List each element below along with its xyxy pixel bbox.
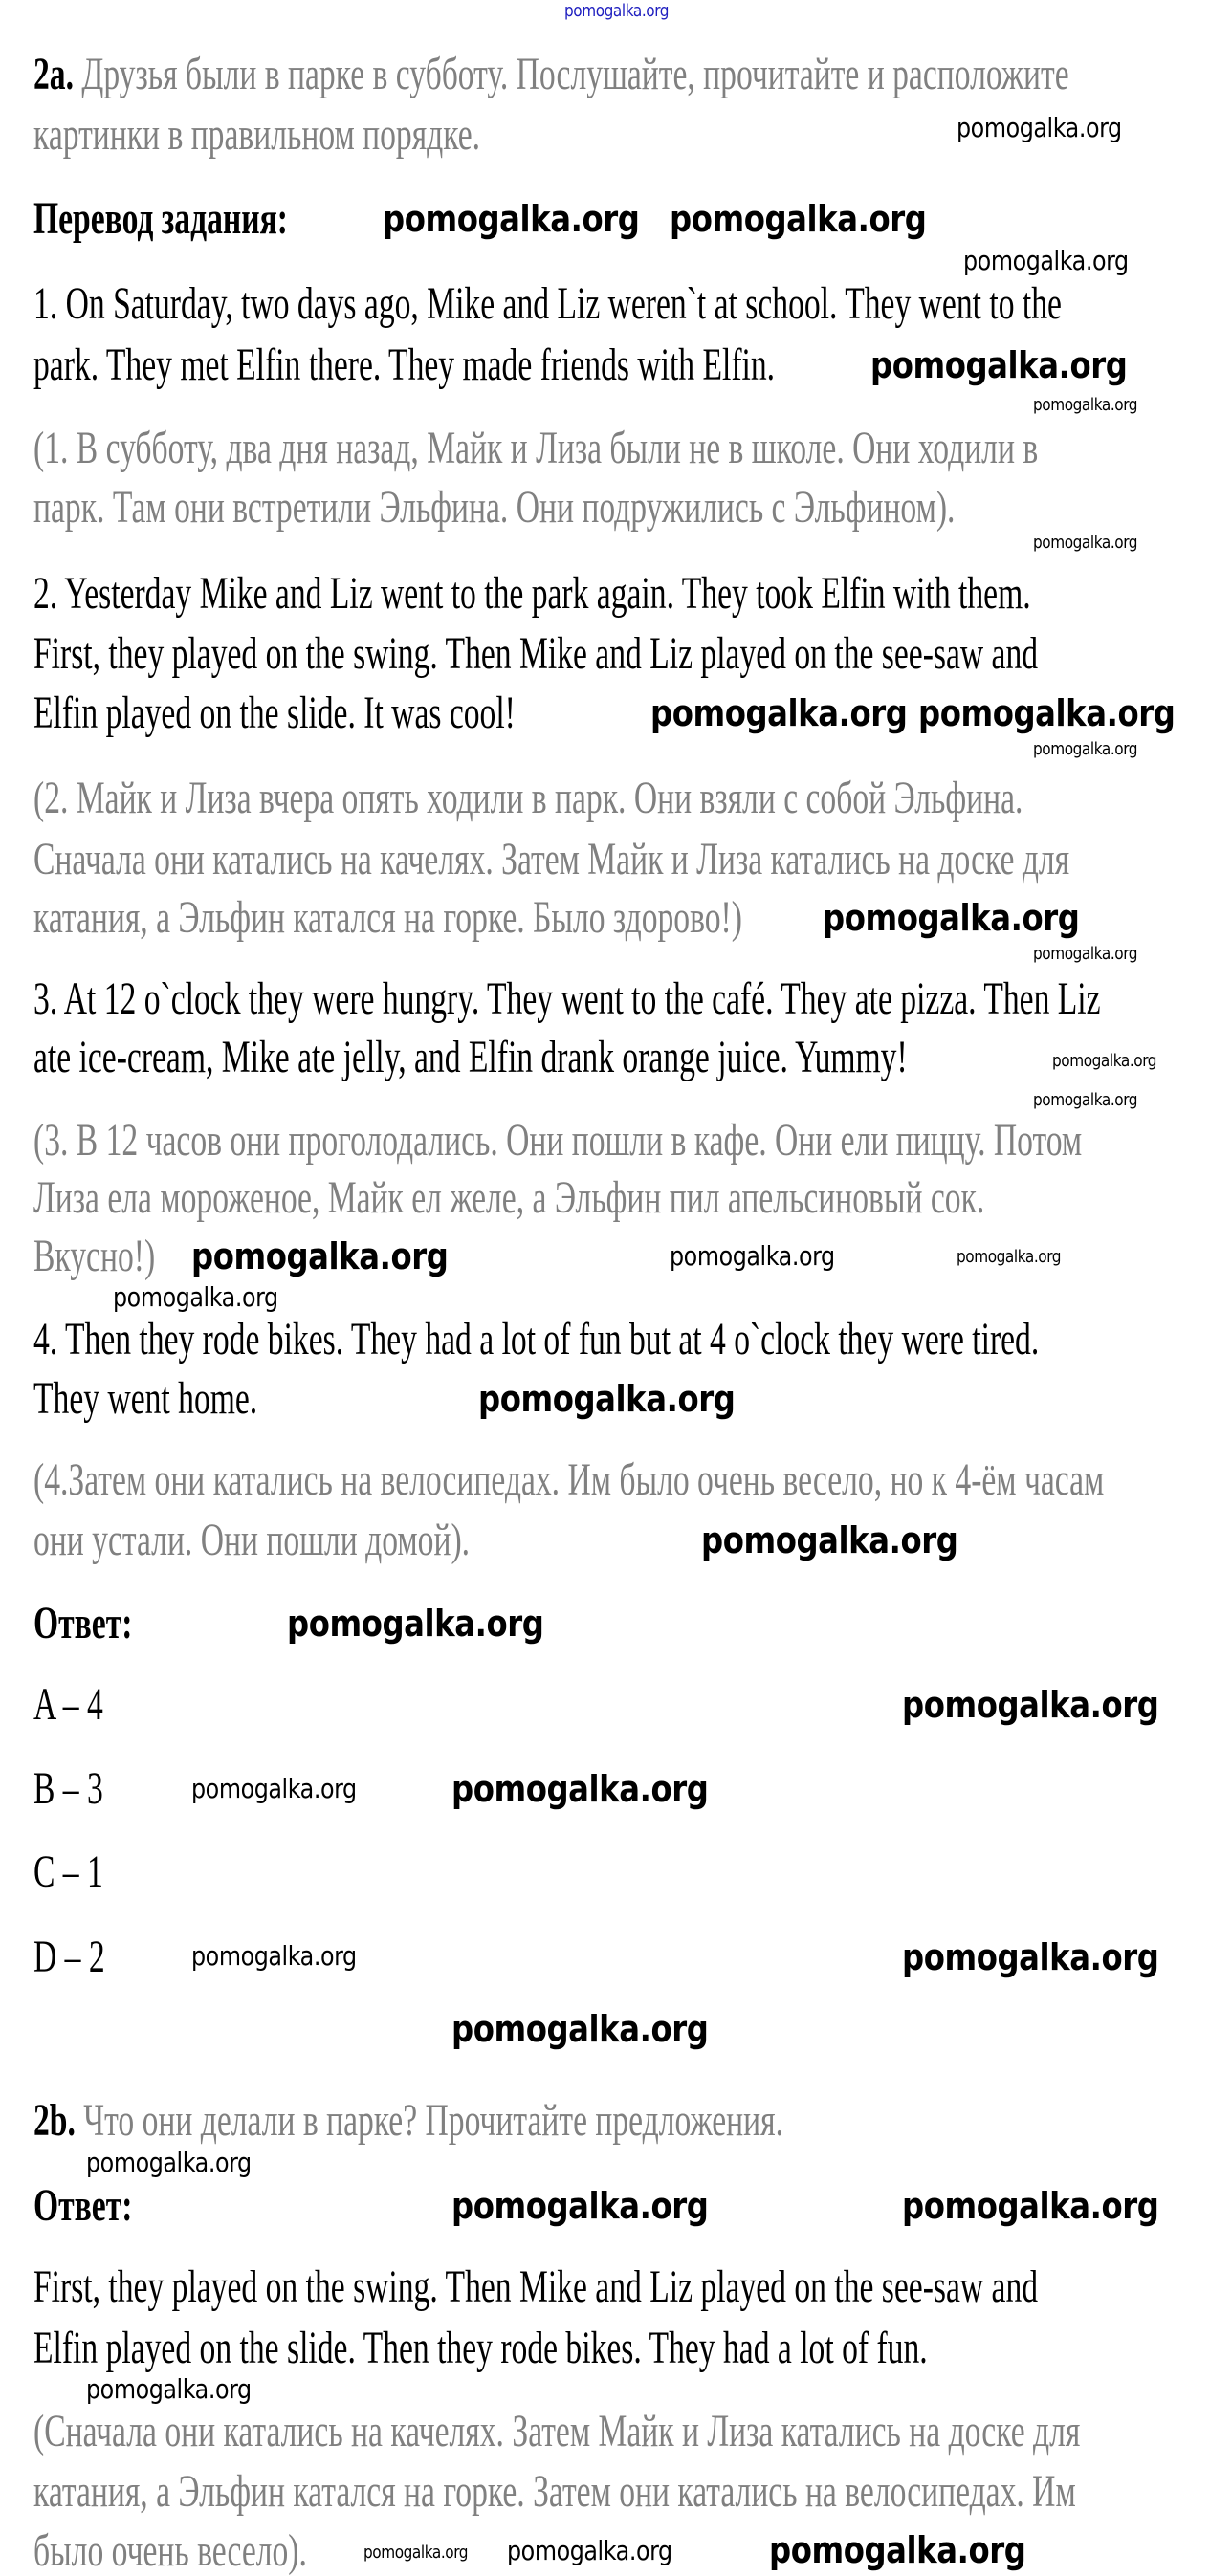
watermark: pomogalka.org <box>902 2185 1159 2227</box>
answer-en-line: Elfin played on the slide. Then they rode bikes. They had a lot of fun. <box>33 2323 928 2373</box>
watermark: pomogalka.org <box>1033 944 1138 964</box>
translation-heading: Перевод задания: <box>33 193 288 244</box>
paragraph-ru-line: Сначала они катались на качелях. Затем Майк и Лиза катались на доске для <box>33 834 1070 884</box>
task-2a-text: картинки в правильном порядке. <box>33 109 481 160</box>
answer-item: A – 4 <box>33 1679 103 1730</box>
task-2b-label: 2b. <box>33 2095 76 2146</box>
paragraph-ru-line: (3. В 12 часов они проголодались. Они пошли в кафе. Они ели пиццу. Потом <box>33 1115 1083 1166</box>
paragraph-ru-line: (1. В субботу, два дня назад, Майк и Лиза были не в школе. Они ходили в <box>33 423 1039 473</box>
paragraph-ru-line: (2. Майк и Лиза вчера опять ходили в парк. Они взяли с собой Эльфина. <box>33 773 1023 823</box>
watermark: pomogalka.org <box>1033 533 1138 553</box>
watermark: pomogalka.org <box>1052 1051 1157 1071</box>
watermark: pomogalka.org <box>823 897 1080 939</box>
answer-ru-line: было очень весело). <box>33 2525 307 2576</box>
watermark: pomogalka.org <box>670 1240 835 1272</box>
task-2a-text: Друзья были в парке в субботу. Послушайте, прочитайте и расположите <box>81 49 1069 99</box>
task-2b-line <box>33 2097 783 2145</box>
watermark: pomogalka.org <box>113 1281 278 1313</box>
paragraph-ru-line: парк. Там они встретили Эльфина. Они подружились с Эльфином). <box>33 482 956 533</box>
paragraph-en-line: 3. At 12 o`clock they were hungry. They went to the café. They ate pizza. Then Liz <box>33 973 1101 1024</box>
watermark: pomogalka.org <box>451 2185 709 2227</box>
watermark: pomogalka.org <box>383 198 640 240</box>
watermark: pomogalka.org <box>1033 739 1138 759</box>
watermark: pomogalka.org <box>918 692 1176 734</box>
watermark: pomogalka.org <box>957 112 1122 143</box>
watermark: pomogalka.org <box>902 1684 1159 1726</box>
paragraph-en-line: ate ice-cream, Mike ate jelly, and Elfin drank orange juice. Yummy! <box>33 1032 908 1082</box>
paragraph-ru-line: катания, а Эльфин катался на горке. Было здорово!) <box>33 892 742 943</box>
watermark: pomogalka.org <box>670 198 927 240</box>
paragraph-en-line: First, they played on the swing. Then Mike and Liz played on the see-saw and <box>33 628 1039 679</box>
answer-item: D – 2 <box>33 1932 105 1982</box>
top-watermark: pomogalka.org <box>564 1 670 21</box>
watermark: pomogalka.org <box>191 1773 357 1804</box>
answer-item: C – 1 <box>33 1846 103 1897</box>
watermark: pomogalka.org <box>963 245 1129 276</box>
watermark: pomogalka.org <box>451 2008 709 2050</box>
watermark: pomogalka.org <box>86 2147 252 2178</box>
watermark: pomogalka.org <box>86 2373 252 2405</box>
watermark: pomogalka.org <box>650 692 908 734</box>
watermark: pomogalka.org <box>1033 395 1138 415</box>
watermark: pomogalka.org <box>191 1940 357 1972</box>
answer-en-line: First, they played on the swing. Then Mike and Liz played on the see-saw and <box>33 2261 1039 2312</box>
answer-heading: Ответ: <box>33 1598 133 1648</box>
paragraph-en-line: park. They met Elfin there. They made friends with Elfin. <box>33 339 776 390</box>
task-2a-line <box>33 51 1069 98</box>
answer-item: B – 3 <box>33 1763 103 1814</box>
task-2a-label: 2a. <box>33 49 74 99</box>
watermark: pomogalka.org <box>1033 1090 1138 1110</box>
watermark: pomogalka.org <box>902 1936 1159 1978</box>
paragraph-en-line: 4. Then they rode bikes. They had a lot of fun but at 4 o`clock they were tired. <box>33 1314 1040 1364</box>
watermark: pomogalka.org <box>451 1768 709 1810</box>
paragraph-en-line: 2. Yesterday Mike and Liz went to the park again. They took Elfin with them. <box>33 568 1031 619</box>
watermark: pomogalka.org <box>507 2535 672 2566</box>
paragraph-ru-line: (4.Затем они катались на велосипедах. Им было очень весело, но к 4-ём часам <box>33 1454 1105 1505</box>
paragraph-ru-line: Лиза ела мороженое, Майк ел желе, а Эльфин пил апельсиновый сок. <box>33 1172 985 1223</box>
watermark: pomogalka.org <box>701 1519 958 1561</box>
watermark: pomogalka.org <box>478 1378 736 1420</box>
watermark: pomogalka.org <box>870 344 1128 386</box>
watermark: pomogalka.org <box>191 1235 449 1277</box>
paragraph-en-line: They went home. <box>33 1373 258 1424</box>
watermark: pomogalka.org <box>769 2529 1026 2571</box>
watermark: pomogalka.org <box>957 1247 1062 1267</box>
paragraph-en-line: 1. On Saturday, two days ago, Mike and Liz weren`t at school. They went to the <box>33 278 1062 329</box>
task-2b-text: Что они делали в парке? Прочитайте предложения. <box>83 2095 783 2146</box>
paragraph-ru-line: они устали. Они пошли домой). <box>33 1515 471 1565</box>
paragraph-ru-line: Вкусно!) <box>33 1231 156 1281</box>
answer-heading: Ответ: <box>33 2180 133 2231</box>
paragraph-en-line: Elfin played on the slide. It was cool! <box>33 688 516 738</box>
watermark: pomogalka.org <box>287 1603 544 1645</box>
answer-ru-line: катания, а Эльфин катался на горке. Затем они катались на велосипедах. Им <box>33 2466 1076 2517</box>
answer-ru-line: (Сначала они катались на качелях. Затем Майк и Лиза катались на доске для <box>33 2406 1081 2456</box>
watermark: pomogalka.org <box>363 2543 469 2563</box>
